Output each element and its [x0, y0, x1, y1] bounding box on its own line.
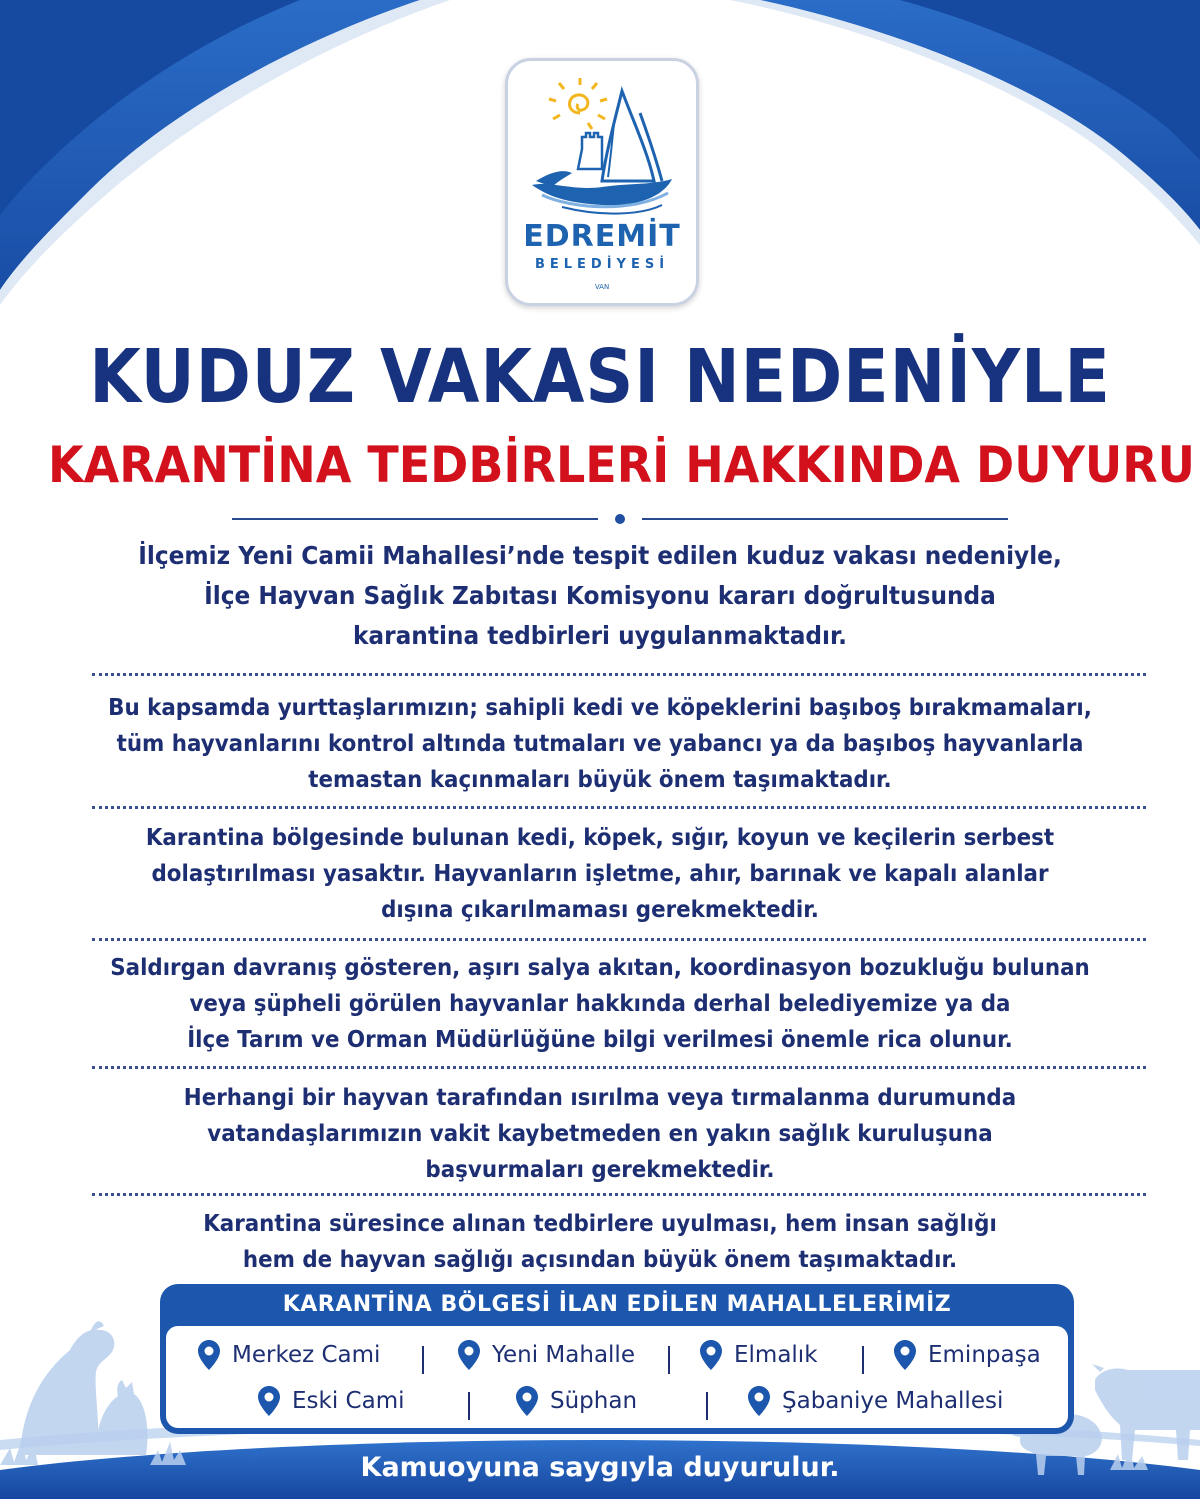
headline-primary: KUDUZ VAKASI NEDENİYLE — [89, 334, 1111, 420]
paragraph-line: Herhangi bir hayvan tarafından ısırılma veya tırmalanma durumunda — [183, 1085, 1017, 1111]
neighborhood-name: Süphan — [550, 1388, 638, 1414]
paragraph-line: tüm hayvanlarını kontrol altında tutmaları ve yabancı ya da başıboş hayvanlarla — [116, 731, 1084, 757]
neighborhood-name: Eminpaşa — [928, 1342, 1041, 1368]
neighborhood-item — [700, 1340, 818, 1370]
municipality-logo — [505, 58, 699, 306]
paragraph-line: Saldırgan davranış gösteren, aşırı salya akıtan, koordinasyon bozukluğu bulunan — [110, 955, 1090, 981]
location-pin-icon — [258, 1386, 280, 1416]
paragraph-line: Karantina bölgesinde bulunan kedi, köpek, sığır, koyun ve keçilerin serbest — [145, 825, 1055, 851]
dotted-separator — [92, 1066, 1146, 1069]
neighborhood-item — [198, 1340, 380, 1370]
logo-subtitle: BELEDİYESİ — [534, 257, 670, 272]
list-separator — [862, 1346, 864, 1374]
paragraph-line: karantina tedbirleri uygulanmaktadır. — [352, 621, 848, 650]
neighborhood-name: Merkez Cami — [232, 1342, 381, 1368]
announcement-paragraph — [50, 690, 1150, 798]
location-pin-icon — [748, 1386, 770, 1416]
neighborhood-item — [258, 1386, 404, 1416]
dotted-separator — [92, 673, 1146, 676]
neighborhood-list — [166, 1326, 1068, 1428]
paragraph-line: İlçe Hayvan Sağlık Zabıtası Komisyonu kararı doğrultusunda — [204, 581, 996, 610]
neighborhood-name: Şabaniye Mahallesi — [782, 1388, 1004, 1414]
quarantine-box-title: KARANTİNA BÖLGESİ İLAN EDİLEN MAHALLELERİMİZ — [282, 1292, 952, 1317]
neighborhood-item — [748, 1386, 1003, 1416]
paragraph-line: hem de hayvan sağlığı açısından büyük önem taşımaktadır. — [242, 1247, 958, 1273]
list-separator — [668, 1346, 670, 1374]
sailboat-sun-emblem-icon — [522, 73, 682, 221]
paragraph-line: dolaştırılması yasaktır. Hayvanların işletme, ahır, barınak ve kapalı alanlar — [151, 861, 1049, 887]
dotted-separator — [92, 806, 1146, 809]
dotted-separator — [92, 1193, 1146, 1196]
list-separator — [422, 1346, 424, 1374]
headline-secondary: KARANTİNA TEDBİRLERİ HAKKINDA DUYURU — [48, 436, 1196, 494]
quarantine-neighborhoods-box — [160, 1284, 1074, 1434]
neighborhood-item — [458, 1340, 635, 1370]
paragraph-line: başvurmaları gerekmektedir. — [425, 1157, 775, 1183]
announcement-paragraph — [50, 820, 1150, 928]
sun-icon — [549, 78, 607, 129]
paragraph-line: Bu kapsamda yurttaşlarımızın; sahipli kedi ve köpeklerini başıboş bırakmamaları, — [108, 695, 1092, 721]
location-pin-icon — [894, 1340, 916, 1370]
location-pin-icon — [198, 1340, 220, 1370]
logo-wordmark: EDREMİT — [523, 219, 681, 254]
paragraph-line: Karantina süresince alınan tedbirlere uyulması, hem insan sağlığı — [203, 1211, 997, 1237]
announcement-paragraph — [50, 950, 1150, 1058]
paragraph-line: temastan kaçınmaları büyük önem taşımaktadır. — [308, 767, 892, 793]
divider-dot-icon — [615, 514, 625, 524]
neighborhood-name: Eski Cami — [292, 1388, 405, 1414]
title-divider — [232, 513, 1008, 525]
paragraph-line: İlçemiz Yeni Camii Mahallesi’nde tespit edilen kuduz vakası nedeniyle, — [138, 541, 1062, 570]
announcement-paragraph — [50, 1206, 1150, 1278]
location-pin-icon — [458, 1340, 480, 1370]
paragraph-line: dışına çıkarılmaması gerekmektedir. — [381, 897, 819, 923]
paragraph-line: İlçe Tarım ve Orman Müdürlüğüne bilgi verilmesi önemle rica olunur. — [187, 1027, 1013, 1053]
paragraph-line: veya şüpheli görülen hayvanlar hakkında derhal belediyemize ya da — [189, 991, 1011, 1017]
location-pin-icon — [700, 1340, 722, 1370]
closing-note: Kamuoyuna saygıyla duyurulur. — [360, 1452, 840, 1483]
announcement-paragraph — [50, 1080, 1150, 1188]
announcement-paragraph — [50, 536, 1150, 656]
dotted-separator — [92, 938, 1146, 941]
logo-city: VAN — [594, 283, 610, 291]
list-separator — [706, 1392, 708, 1420]
neighborhood-name: Yeni Mahalle — [492, 1342, 635, 1368]
location-pin-icon — [516, 1386, 538, 1416]
list-separator — [468, 1392, 470, 1420]
neighborhood-item — [516, 1386, 637, 1416]
paragraph-line: vatandaşlarımızın vakit kaybetmeden en yakın sağlık kuruluşuna — [207, 1121, 993, 1147]
neighborhood-item — [894, 1340, 1041, 1370]
neighborhood-name: Elmalık — [734, 1342, 818, 1368]
